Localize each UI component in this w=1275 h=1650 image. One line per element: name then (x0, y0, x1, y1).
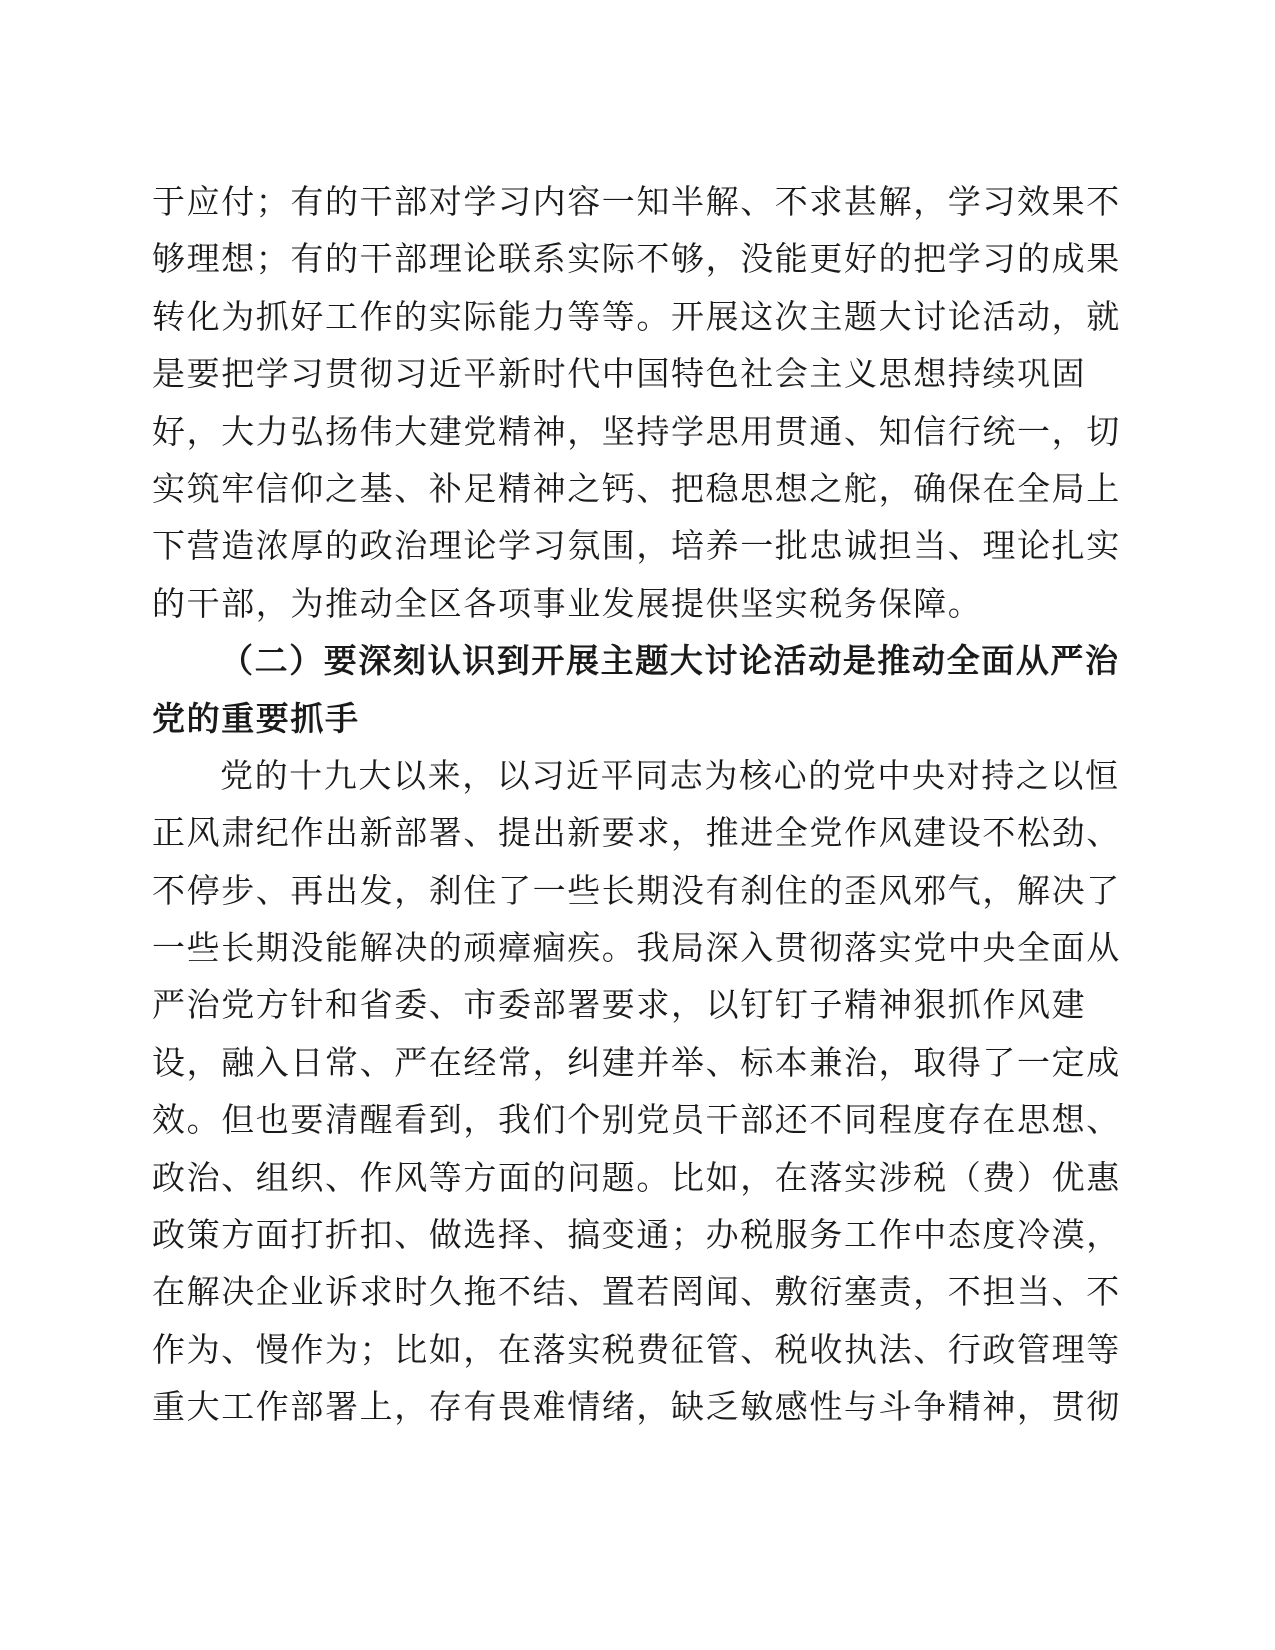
paragraph-line: 在解决企业诉求时久拖不结、置若罔闻、敷衍塞责，不担当、不 (152, 1272, 1121, 1312)
paragraph-line: 严治党方针和省委、市委部署要求，以钉钉子精神狠抓作风建 (152, 985, 1087, 1025)
paragraph-line: 下营造浓厚的政治理论学习氛围，培养一批忠诚担当、理论扎实 (152, 526, 1121, 566)
section-heading-line: （二）要深刻认识到开展主题大讨论活动是推动全面从严治 (220, 641, 1120, 681)
paragraph-line: 重大工作部署上，存有畏难情绪，缺乏敏感性与斗争精神，贯彻 (152, 1387, 1121, 1427)
paragraph-line: 党的十九大以来，以习近平同志为核心的党中央对持之以恒 (220, 755, 1120, 795)
paragraph-line: 转化为抓好工作的实际能力等等。开展这次主题大讨论活动，就 (152, 296, 1121, 336)
section-heading-line: 党的重要抓手 (152, 698, 360, 738)
paragraph-line: 于应付；有的干部对学习内容一知半解、不求甚解，学习效果不 (152, 182, 1121, 221)
paragraph-line: 政治、组织、作风等方面的问题。比如，在落实涉税（费）优惠 (152, 1157, 1121, 1197)
paragraph-line: 的干部，为推动全区各项事业发展提供坚实税务保障。 (152, 583, 983, 623)
paragraph-line: 不停步、再出发，刹住了一些长期没有刹住的歪风邪气，解决了 (152, 870, 1121, 910)
paragraph-line: 作为、慢作为；比如，在落实税费征管、税收执法、行政管理等 (152, 1329, 1121, 1369)
paragraph-line: 政策方面打折扣、做选择、搞变通；办税服务工作中态度冷漠， (152, 1215, 1121, 1255)
paragraph-line: 正风肃纪作出新部署、提出新要求，推进全党作风建设不松劲、 (152, 813, 1121, 853)
paragraph-line: 够理想；有的干部理论联系实际不够，没能更好的把学习的成果 (152, 239, 1121, 279)
paragraph-line: 好，大力弘扬伟大建党精神，坚持学思用贯通、知信行统一，切 (152, 411, 1121, 451)
paragraph-line: 设，融入日常、严在经常，纠建并举、标本兼治，取得了一定成 (152, 1042, 1121, 1082)
paragraph-line: 一些长期没能解决的顽瘴痼疾。我局深入贯彻落实党中央全面从 (152, 928, 1121, 968)
paragraph-line: 是要把学习贯彻习近平新时代中国特色社会主义思想持续巩固 (152, 354, 1087, 394)
paragraph-line: 效。但也要清醒看到，我们个别党员干部还不同程度存在思想、 (152, 1100, 1121, 1140)
document-body (152, 182, 1121, 1445)
paragraph-line: 实筑牢信仰之基、补足精神之钙、把稳思想之舵，确保在全局上 (152, 468, 1121, 508)
